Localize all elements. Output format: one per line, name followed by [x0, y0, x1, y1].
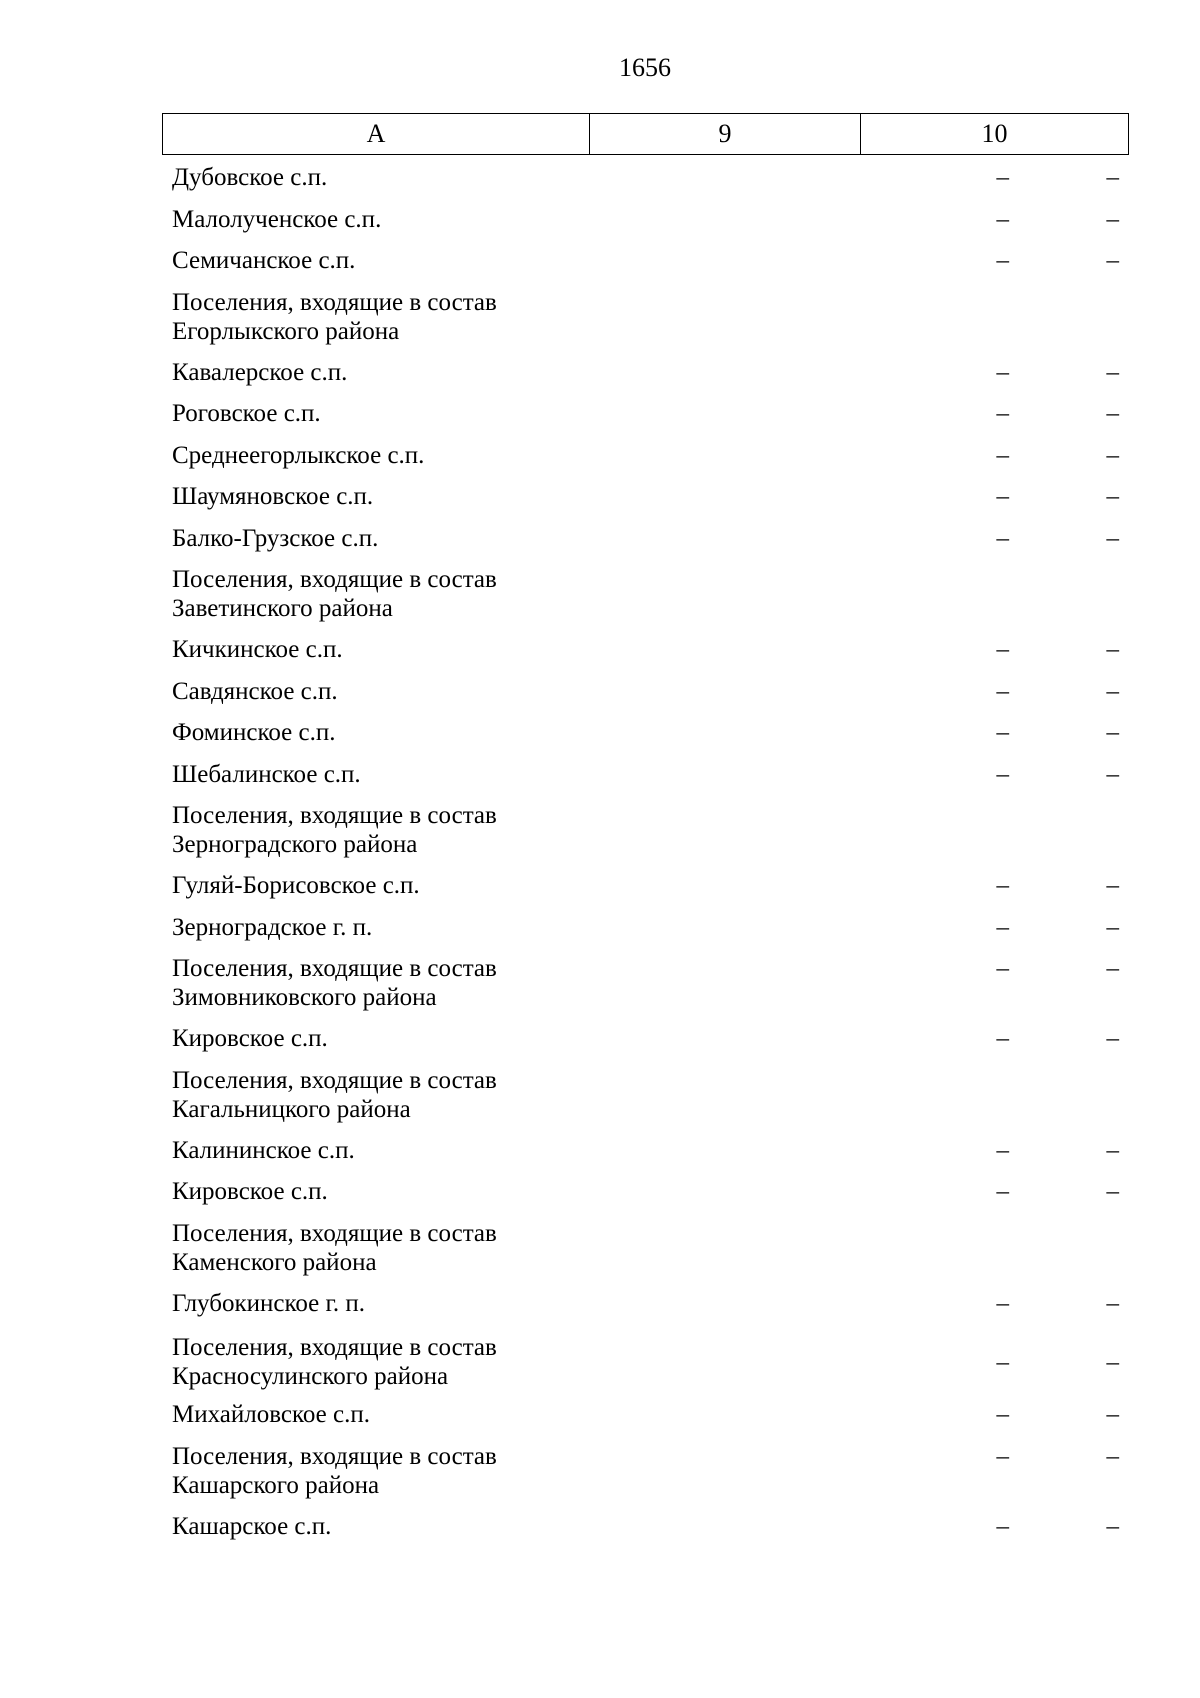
settlement-name-cell — [162, 798, 589, 859]
settlement-name-cell — [162, 355, 589, 387]
table-row — [162, 1133, 1129, 1175]
table-row — [162, 1021, 1129, 1063]
settlement-name-cell — [162, 910, 589, 942]
value-cell-9: – — [996, 1178, 1009, 1205]
value-cell-10: – — [1106, 483, 1119, 510]
table-row — [162, 1063, 1129, 1133]
settlement-name-cell — [162, 243, 589, 275]
value-cell-10: – — [1106, 872, 1119, 899]
table-row — [162, 798, 1129, 868]
settlement-name-cell — [162, 1216, 589, 1277]
settlement-name-cell — [162, 1021, 589, 1053]
value-cell-9 — [589, 798, 1009, 801]
value-cell-9 — [589, 562, 1009, 565]
table-row — [162, 1439, 1129, 1509]
settlement-name-cell — [162, 521, 589, 553]
value-cell-10: – — [1106, 913, 1119, 941]
settlement-name-cell — [162, 202, 589, 234]
table-row — [162, 355, 1129, 397]
settlement-name-line: Савдянское с.п. — [172, 677, 338, 705]
settlement-name-line: Глубокинское г. п. — [172, 1289, 366, 1317]
table-row — [162, 951, 1129, 1021]
value-cell-9: – — [996, 636, 1009, 663]
settlement-name-line: Дубовское с.п. — [172, 164, 328, 191]
value-cell-9: – — [996, 1512, 1009, 1540]
settlement-name-line: Калининское с.п. — [172, 1136, 355, 1164]
table-row — [162, 243, 1129, 285]
table-row — [162, 562, 1129, 632]
table-row — [162, 910, 1129, 952]
value-cell-9: – — [996, 1442, 1009, 1470]
settlement-name-line: Поселения, входящие в состав — [172, 955, 497, 982]
table-row — [162, 1327, 1129, 1397]
settlement-name-cell — [162, 1174, 589, 1206]
value-cell-9: – — [996, 441, 1009, 469]
table-row — [162, 438, 1129, 480]
settlement-name-line: Среднеегорлыкское с.п. — [172, 441, 425, 469]
value-cell-9: – — [996, 955, 1009, 982]
value-cell-10: – — [1106, 1178, 1119, 1205]
table-row — [162, 1174, 1129, 1216]
column-header-10: 10 — [981, 119, 1008, 148]
settlement-name-line: Михайловское с.п. — [172, 1401, 370, 1428]
settlement-name-line: Красносулинского района — [172, 1363, 449, 1390]
value-cell-9: – — [996, 164, 1009, 191]
value-cell-10: – — [1106, 205, 1119, 233]
settlement-name-cell — [162, 715, 589, 747]
settlement-name-cell — [162, 1397, 589, 1429]
value-cell-10 — [1009, 285, 1129, 288]
table-row — [162, 1216, 1129, 1286]
settlement-name-cell — [162, 160, 589, 192]
value-cell-9: – — [996, 247, 1009, 274]
settlement-name-line: Зерноградского района — [172, 831, 418, 858]
value-cell-10: – — [1106, 441, 1119, 469]
table-row — [162, 160, 1129, 202]
table-row — [162, 715, 1129, 757]
settlement-name-cell — [162, 1286, 589, 1318]
settlement-name-cell — [162, 562, 589, 623]
value-cell-9: – — [996, 760, 1009, 788]
column-header-a: А — [163, 114, 590, 154]
value-cell-10: – — [1106, 719, 1119, 746]
value-cell-9: – — [996, 677, 1009, 705]
value-cell-10: – — [1106, 1025, 1119, 1052]
settlement-name-line: Кировское с.п. — [172, 1025, 328, 1052]
table-row — [162, 1286, 1129, 1328]
value-cell-10 — [1009, 562, 1129, 565]
table-row — [162, 285, 1129, 355]
settlement-name-cell — [162, 757, 589, 789]
table-row — [162, 1509, 1129, 1551]
column-header-9: 9 — [590, 114, 861, 154]
value-cell-10: – — [1106, 358, 1119, 386]
value-cell-10: – — [1106, 1136, 1119, 1164]
value-cell-10: – — [1106, 955, 1119, 982]
table-header-row — [162, 113, 1129, 155]
settlement-name-line: Поселения, входящие в состав — [172, 1334, 497, 1361]
settlement-name-cell — [162, 868, 589, 900]
value-cell-10: – — [1106, 524, 1119, 552]
value-cell-9: – — [996, 1025, 1009, 1052]
table-row — [162, 521, 1129, 563]
value-cell-9 — [589, 1216, 1009, 1219]
settlement-name-line: Каменского района — [172, 1248, 377, 1276]
value-cell-10: – — [1106, 1348, 1119, 1376]
value-cell-10: – — [1106, 1512, 1119, 1540]
value-cell-10: – — [1106, 1401, 1119, 1428]
settlement-name-line: Поселения, входящие в состав — [172, 1219, 497, 1247]
settlement-name-cell — [162, 1509, 589, 1541]
settlement-name-cell — [162, 438, 589, 470]
value-cell-10: – — [1106, 677, 1119, 705]
settlement-name-line: Гуляй-Борисовское с.п. — [172, 872, 420, 899]
table-row — [162, 479, 1129, 521]
settlement-name-line: Поселения, входящие в состав — [172, 566, 497, 593]
settlement-name-line: Кичкинское с.п. — [172, 636, 343, 663]
value-cell-9: – — [996, 1348, 1009, 1376]
settlement-name-cell — [162, 285, 589, 346]
settlement-name-line: Егорлыкского района — [172, 317, 400, 345]
table-row — [162, 202, 1129, 244]
settlement-name-line: Поселения, входящие в состав — [172, 1442, 497, 1470]
value-cell-9: – — [996, 205, 1009, 233]
settlement-name-cell — [162, 632, 589, 664]
value-cell-10 — [1009, 798, 1129, 801]
settlement-name-line: Кагальницкого района — [172, 1095, 411, 1123]
table-row — [162, 396, 1129, 438]
value-cell-9 — [589, 1063, 1009, 1066]
settlement-name-line: Фоминское с.п. — [172, 719, 336, 746]
settlement-name-line: Кашарское с.п. — [172, 1512, 332, 1540]
value-cell-9: – — [996, 913, 1009, 941]
settlement-name-cell — [162, 1333, 589, 1391]
settlement-name-cell — [162, 479, 589, 511]
value-cell-10: – — [1106, 1289, 1119, 1317]
value-cell-9: – — [996, 524, 1009, 552]
settlement-name-line: Зимовниковского района — [172, 984, 437, 1011]
settlement-name-line: Кашарского района — [172, 1471, 380, 1499]
settlement-name-line: Малолученское с.п. — [172, 205, 382, 233]
settlement-name-cell — [162, 1063, 589, 1124]
settlement-name-line: Зерноградское г. п. — [172, 913, 373, 941]
settlement-name-line: Балко-Грузское с.п. — [172, 524, 379, 552]
value-cell-9: – — [996, 1289, 1009, 1317]
table-row — [162, 757, 1129, 799]
value-cell-9 — [589, 285, 1009, 288]
settlement-name-line: Поселения, входящие в состав — [172, 1066, 497, 1094]
value-cell-9: – — [996, 1136, 1009, 1164]
page-number: 1656 — [619, 53, 671, 82]
settlement-name-line: Шаумяновское с.п. — [172, 483, 374, 510]
settlement-name-line: Кавалерское с.п. — [172, 358, 348, 386]
value-cell-10 — [1009, 1063, 1129, 1066]
settlement-name-cell — [162, 1133, 589, 1165]
settlement-name-cell — [162, 1439, 589, 1500]
value-cell-9: – — [996, 719, 1009, 746]
settlement-name-line: Поселения, входящие в состав — [172, 802, 497, 829]
value-cell-10: – — [1106, 164, 1119, 191]
value-cell-9: – — [996, 400, 1009, 427]
table-row — [162, 1397, 1129, 1439]
value-cell-10: – — [1106, 400, 1119, 427]
value-cell-9: – — [996, 872, 1009, 899]
settlement-name-cell — [162, 396, 589, 428]
settlement-name-line: Поселения, входящие в состав — [172, 288, 497, 316]
settlement-name-line: Заветинского района — [172, 595, 393, 622]
value-cell-10: – — [1106, 1442, 1119, 1470]
settlement-name-cell — [162, 674, 589, 706]
value-cell-9: – — [996, 358, 1009, 386]
value-cell-9: – — [996, 483, 1009, 510]
value-cell-9: – — [996, 1401, 1009, 1428]
table-row — [162, 674, 1129, 716]
settlement-name-cell — [162, 951, 589, 1012]
value-cell-10: – — [1106, 636, 1119, 663]
table-body — [162, 160, 1129, 1550]
value-cell-10: – — [1106, 760, 1119, 788]
table-row — [162, 632, 1129, 674]
value-cell-10: – — [1106, 247, 1119, 274]
settlement-name-line: Кировское с.п. — [172, 1178, 328, 1205]
table-row — [162, 868, 1129, 910]
value-cell-10 — [1009, 1216, 1129, 1219]
settlement-name-line: Роговское с.п. — [172, 400, 321, 427]
settlement-name-line: Шебалинское с.п. — [172, 760, 361, 788]
settlement-name-line: Семичанское с.п. — [172, 247, 356, 274]
